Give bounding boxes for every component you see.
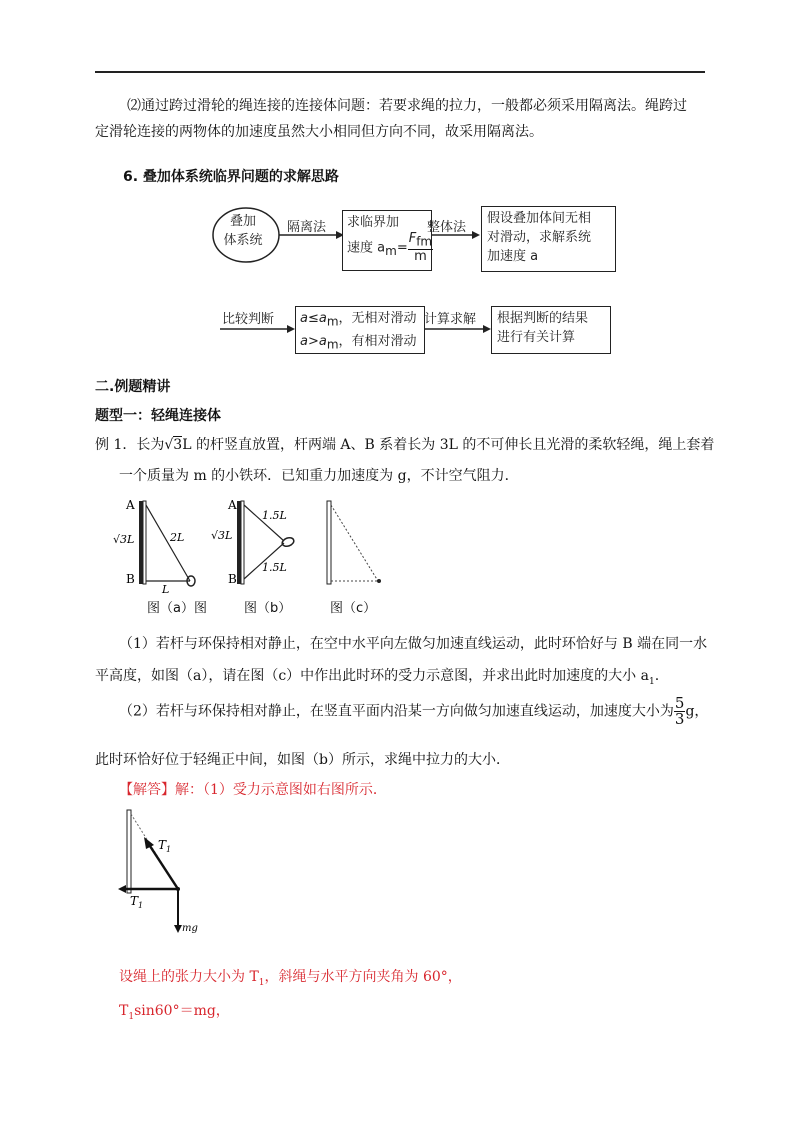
q2-line1 [119, 696, 708, 727]
sol1-pre: 设绳上的张力大小为 T [119, 969, 259, 985]
q2-den: 3 [674, 710, 685, 728]
fig-a-label-A: A [126, 498, 135, 512]
fig-b-label-A: A [228, 498, 237, 512]
q1-end: . [654, 668, 660, 684]
fig-a-rod-edge [143, 501, 146, 584]
fig-a-label-rope: 2L [170, 531, 185, 544]
force-ring-dot [176, 887, 180, 891]
header-rule [95, 71, 705, 73]
caption-c: 图（c） [330, 601, 377, 616]
q1-line2 [95, 666, 659, 692]
answer-text: 解：（1）受力示意图如右图所示． [175, 782, 387, 798]
answer-head: 【解答】 [119, 782, 175, 798]
box4-l2-post: ，有相对滑动 [338, 333, 417, 349]
box4-line1 [300, 309, 420, 332]
box4-l2: a>a [300, 333, 327, 349]
sqrt-symbol: √3 [164, 437, 183, 453]
box3-line1: 假设叠加体间无相 [487, 211, 592, 226]
fig-c-rod [327, 501, 331, 584]
fig-b-rod-edge [241, 501, 244, 584]
q2-pre: （2）若杆与环保持相对静止，在竖直平面内沿某一方向做匀加速直线运动，加速度大小为 [119, 703, 674, 720]
force-T1-up-head [144, 837, 154, 849]
fig-b-label-B: B [228, 572, 237, 586]
box3-line3: 加速度 a [487, 249, 539, 264]
fig-a-label-B: B [126, 572, 135, 586]
box5-line2: 进行有关计算 [497, 330, 576, 345]
section-6-title: 6. 叠加体系统临界问题的求解思路 [123, 169, 339, 185]
arrow-2-head [472, 231, 480, 239]
q1-line2-text: 平高度，如图（a），请在图（c）中作出此时环的受力示意图，并求出此时加速度的大小 a [95, 668, 649, 684]
q2-num: 5 [674, 694, 685, 712]
box4-l1-post: ，无相对滑动 [338, 311, 417, 326]
box2-sub: m [385, 243, 397, 258]
para-2-line2: 定滑轮连接的两物体的加速度虽然大小相同但方向不同，故采用隔离法。 [95, 124, 543, 140]
q2-line2: 此时环恰好位于轻绳正中间，如图（b）所示，求绳中拉力的大小． [95, 752, 510, 768]
force-mg-head [174, 925, 182, 933]
sol2-post: sin60°＝mg， [134, 1003, 230, 1019]
caption-b: 图（b） [244, 601, 292, 616]
section-2-title: 二.例题精讲 [95, 379, 171, 395]
caption-a: 图（a）图 [147, 601, 207, 616]
box-assume-no-slip [481, 206, 616, 272]
box2-line2 [347, 231, 433, 264]
type-1-title: 题型一：轻绳连接体 [95, 408, 221, 424]
box-calc [491, 306, 611, 354]
box2-num: F [408, 231, 417, 246]
box4-l1: a≤a [300, 311, 327, 326]
example-1-line1 [95, 435, 714, 455]
q2-post: g， [685, 703, 709, 720]
fig-b-label-bot: 1.5L [262, 561, 287, 574]
box2-line1: 求临界加 [347, 215, 400, 230]
example-1-line2: 一个质量为 m 的小铁环．已知重力加速度为 g，不计空气阻力． [119, 468, 519, 484]
row2-label: 比较判断 [222, 312, 275, 327]
fig-b-ring [281, 536, 295, 548]
sol2-pre: T [119, 1003, 129, 1019]
sol1-post: ，斜绳与水平方向夹角为 60°， [264, 969, 462, 985]
force-label-mg: mg [182, 923, 198, 934]
arrow-3-head [287, 325, 295, 333]
arrow-2-label: 整体法 [427, 220, 467, 235]
box2-eq: = [396, 240, 408, 256]
box4-l1-sub: m [326, 314, 339, 329]
force-T1-left-head [118, 885, 126, 893]
ellipse-line2: 体系统 [223, 233, 263, 248]
fig-c-rope-slant [331, 505, 378, 581]
arrow-4-head [483, 325, 491, 333]
box2-line2-text: 速度 a [347, 240, 386, 256]
arrow-3-label: 计算求解 [424, 312, 477, 327]
ex1-post: L 的杆竖直放置，杆两端 A、B 系着长为 3L 的不可伸长且光滑的柔软轻绳，绳上套着 [182, 437, 715, 453]
ellipse-line1: 叠加 [229, 214, 256, 229]
box5-line1: 根据判断的结果 [497, 311, 589, 326]
box4-l2-sub: m [326, 337, 339, 352]
q1-line1: （1）若杆与环保持相对静止，在空中水平向左做匀加速直线运动，此时环恰好与 B 端在同一水 [119, 636, 708, 652]
solution-line2 [119, 1001, 230, 1027]
ex1-root: 3 [173, 437, 183, 453]
sol1-sub: 1 [258, 977, 265, 988]
force-rod [127, 810, 131, 893]
box3-line2: 对滑动，求解系统 [487, 230, 592, 245]
box2-den: m [414, 248, 427, 264]
fig-a-rod [139, 501, 143, 584]
para-2-line1: ⑵通过跨过滑轮的绳连接的连接体问题：若要求绳的拉力，一般都必须采用隔离法。绳跨过 [127, 98, 687, 114]
fig-b-label-top: 1.5L [262, 509, 287, 522]
fig-c-ring-dot [377, 579, 381, 583]
ex1-pre: 例 1．长为 [95, 437, 165, 453]
fig-a-label-bottom: L [162, 583, 170, 596]
fig-a-label-rod: √3L [113, 533, 135, 546]
answer-line [119, 780, 387, 800]
box4-line2 [300, 332, 420, 355]
force-label-T1-up: $T_1$ [158, 838, 172, 854]
force-label-T1-left: $T_1$ [130, 894, 144, 910]
ellipse-text [210, 212, 276, 250]
force-diagram [110, 805, 220, 940]
box2-num-sub: fm [416, 234, 433, 249]
fig-b-label-rod: √3L [211, 529, 233, 542]
fig-b-rod [237, 501, 241, 584]
box-compare [295, 306, 425, 354]
sol2-sub: 1 [128, 1011, 135, 1022]
arrow-1-label: 隔离法 [287, 220, 327, 235]
q2-fraction [674, 696, 686, 727]
solution-line1 [119, 967, 462, 993]
box-critical-accel [342, 210, 432, 271]
q1-sub: 1 [648, 676, 655, 687]
